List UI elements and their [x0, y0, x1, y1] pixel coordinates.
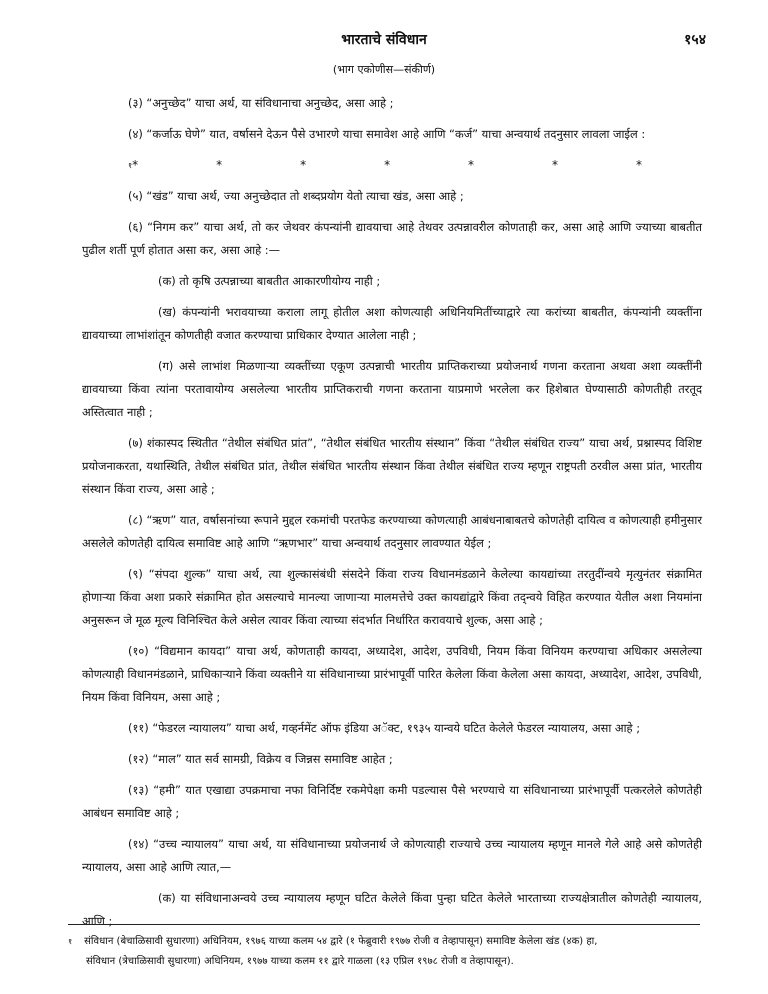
- page-number: १५४: [684, 32, 706, 48]
- page-subtitle: (भाग एकोणीस—संकीर्ण): [332, 63, 436, 76]
- star-row-start: [128, 154, 138, 177]
- document-body: [82, 92, 702, 941]
- footnote: [68, 932, 700, 972]
- footnote-divider: [68, 924, 700, 925]
- clause-3: (३) “अनुच्छेद” याचा अर्थ, या संविधानाचा अनुच्छेद, असा आहे ;: [128, 96, 394, 110]
- clause-8: (८) “ऋण” यात, वर्षासनांच्या रूपाने मुद्दल रकमांची परतफेड करण्याच्या कोणत्याही आबंधनाबाबतचे कोणतेही दायित्व व कोणत्याही हमीनुसार असलेले कोणतेही दायित्व समाविष्ट आहे आणि “ऋणभार” याचा अन्वयार्थ तदनुसार लावण्यात येईल ;: [82, 513, 702, 550]
- star: *: [635, 158, 642, 172]
- footnote-line-1: संविधान (बेचाळिसावी सुधारणा) अधिनियम, १९७६ याच्या कलम ५४ द्वारे (१ फेब्रुवारी १९७७ रोजी व तेव्हापासून) समाविष्ट केलेला खंड (४क) हा,: [84, 936, 598, 947]
- clause-9: (९) “संपदा शुल्क” याचा अर्थ, त्या शुल्कासंबंधी संसदेने किंवा राज्य विधानमंडळाने केलेल्या कायद्यांच्या तरतुदींन्वये मृत्युनंतर संक्रामित होणाऱ्या किंवा अशा प्रकारे संक्रामित होत असल्याचे मानल्या जाणाऱ्या मालमत्तेचे उक्त कायद्यांद्वारे किंवा तद्न्वये विहित करण्यात येतील अशा नियमांना अनुसरून जे मूळ मूल्य विनिश्चित केले असेल त्यावर किंवा त्याच्या संदर्भात निर्धारित करावयाचे शुल्क, असा आहे ;: [82, 567, 702, 627]
- star: *: [132, 158, 139, 172]
- star: *: [300, 158, 307, 172]
- clause-10: (१०) “विद्यमान कायदा” याचा अर्थ, कोणताही कायदा, अध्यादेश, आदेश, उपविधी, नियम किंवा विनियम करण्याचा अधिकार असलेल्या कोणत्याही विधानमंडळाने, प्राधिकाऱ्याने किंवा व्यक्तीने या संविधानाच्या प्रारंभापूर्वी पारित केलेला किंवा केलेला असा कायदा, अध्यादेश, आदेश, उपविधी, नियम किंवा विनियम, असा आहे ;: [82, 644, 702, 704]
- clause-13: (१३) “हमी” यात एखाद्या उपक्रमाचा नफा विनिर्दिष्ट रकमेपेक्षा कमी पडल्यास पैसे भरण्याचे या संविधानाच्या प्रारंभापूर्वी पत्करलेले कोणतेही आबंधन समाविष्ट आहे ;: [82, 783, 702, 820]
- clause-12: (१२) “माल” यात सर्व सामग्री, विक्रेय व जिन्नस समाविष्ट आहेत ;: [128, 752, 393, 766]
- star: *: [468, 158, 475, 172]
- star: *: [216, 158, 223, 172]
- star: *: [384, 158, 391, 172]
- footnote-ref: १: [128, 161, 133, 170]
- clause-6-a: (क) तो कृषि उत्पन्नाच्या बाबतीत आकारणीयोग्य नाही ;: [158, 274, 381, 288]
- clause-7: (७) शंकास्पद स्थितीत “तेथील संबंधित प्रांत”, “तेथील संबंधित भारतीय संस्थान” किंवा “तेथील संबंधित राज्य” याचा अर्थ, प्रश्नास्पद विशिष्ट प्रयोजनाकरता, यथास्थिति, तेथील संबंधित प्रांत, तेथील संबंधित भारतीय संस्थान किंवा तेथील संबंधित राज्य म्हणून राष्ट्रपती ठरवील असा प्रांत, भारतीय संस्थान किंवा राज्य, असा आहे ;: [82, 436, 702, 496]
- clause-6-c: (ग) असे लाभांश मिळणाऱ्या व्यक्तींच्या एकूण उत्पन्नाची भारतीय प्राप्तिकराच्या प्रयोजनार्थ गणना करताना अथवा अशा व्यक्तींनी द्यावयाच्या किंवा त्यांना परतावायोग्य असलेल्या भारतीय प्राप्तिकराची गणना करताना याप्रमाणे भरलेला कर हिशेबात घेण्यासाठी कोणतीही तरतूद अस्तित्वात नाही ;: [82, 359, 702, 419]
- clause-11: (११) “फेडरल न्यायालय” याचा अर्थ, गव्हर्नमेंट ऑफ इंडिया अॅक्ट, १९३५ यान्वये घटित केलेले फेडरल न्यायालय, असा आहे ;: [128, 721, 641, 735]
- footnote-mark: १: [68, 937, 73, 946]
- clause-14-a: (क) या संविधानाअन्वये उच्च न्यायालय म्हणून घटित केलेले किंवा पुन्हा घटित केलेले भारताच्या राज्यक्षेत्रातील कोणतेही न्यायालय, आणि ;: [82, 891, 702, 928]
- clause-4: (४) “कर्जाऊ घेणे” यात, वर्षासने देऊन पैसे उभारणे याचा समावेश आहे आणि “कर्ज” याचा अन्वयार्थ तदनुसार लावला जाईल :: [128, 127, 646, 141]
- clause-6: (६) “निगम कर” याचा अर्थ, तो कर जेथवर कंपन्यांनी द्यावयाचा आहे तेथवर उत्पन्नावरील कोणताही कर, असा आहे आणि ज्याच्या बाबतीत पुढील शर्ती पूर्ण होतात असा कर, असा आहे :—: [82, 220, 702, 257]
- clause-14: (१४) “उच्च न्यायालय” याचा अर्थ, या संविधानाच्या प्रयोजनार्थ जे कोणत्याही राज्याचे उच्च न्यायालय म्हणून मानले गेले आहे असे कोणतेही न्यायालय, असा आहे आणि त्यात,—: [82, 837, 702, 874]
- page-title: भारताचे संविधान: [341, 32, 427, 48]
- clause-6-b: (ख) कंपन्यांनी भरावयाच्या कराला लागू होतील अशा कोणत्याही अधिनियमितींच्याद्वारे त्या करांच्या बाबतीत, कंपन्यांनी व्यक्तींना द्यावयाच्या लाभांशांतून कोणतीही वजात करण्याचा प्राधिकार देण्यात आलेला नाही ;: [82, 305, 702, 342]
- footnote-line-2: संविधान (त्रेचाळिसावी सुधारणा) अधिनियम, १९७७ याच्या कलम ११ द्वारे गाळला (१३ एप्रिल १९७८ रोजी व तेव्हापासून).: [86, 956, 514, 967]
- clause-5: (५) “खंड” याचा अर्थ, ज्या अनुच्छेदात तो शब्दप्रयोग येतो त्याचा खंड, असा आहे ;: [128, 189, 464, 203]
- star: *: [552, 158, 559, 172]
- omitted-clause-stars: [128, 154, 702, 177]
